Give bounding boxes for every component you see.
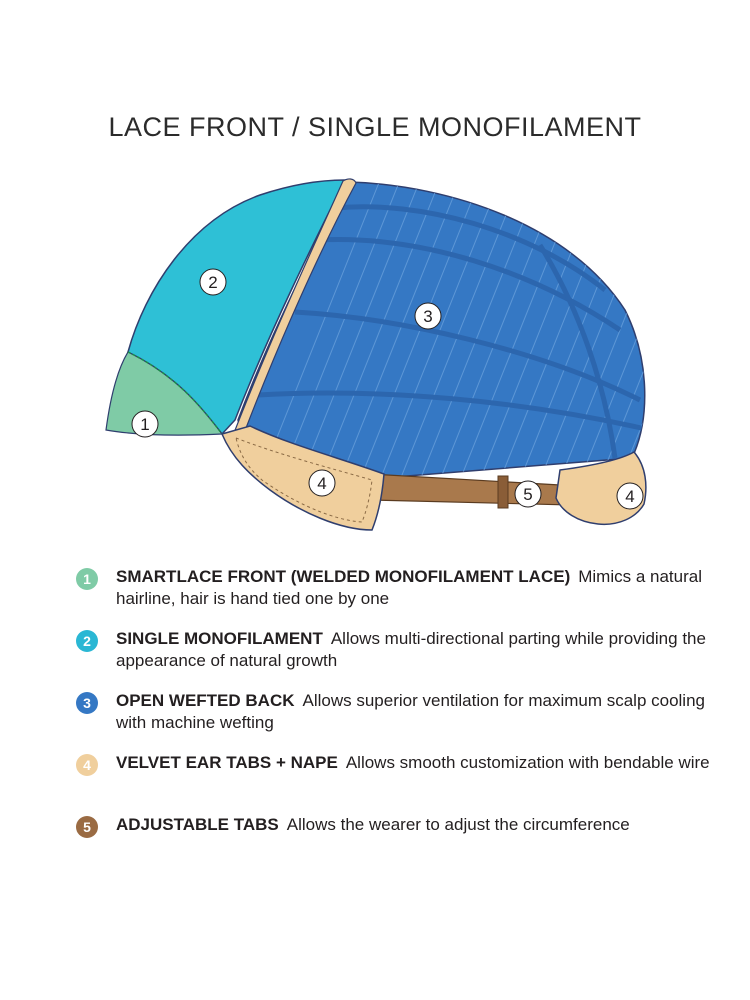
legend-item-open-wefted-back	[76, 690, 716, 752]
legend-item-description: Allows smooth customization with bendable wire	[345, 753, 710, 772]
legend-item-description: Mimics a natural hairline, hair is hand tied one by one	[116, 567, 702, 608]
legend-badge: 2	[76, 630, 98, 652]
legend-badge: 1	[76, 568, 98, 590]
legend-item-adjustable-tabs	[76, 814, 716, 876]
legend-item-title: ADJUSTABLE TABS	[116, 815, 279, 834]
legend-item-title: SINGLE MONOFILAMENT	[116, 629, 323, 648]
legend-item-description: Allows the wearer to adjust the circumference	[286, 815, 630, 834]
legend-item-smartlace-front	[76, 566, 716, 628]
legend-item-title: VELVET EAR TABS + NAPE	[116, 753, 338, 772]
feature-legend	[76, 566, 716, 876]
callout-1	[132, 411, 158, 437]
callout-4-nape	[617, 483, 643, 509]
strap-buckle	[498, 476, 508, 508]
legend-item-text	[116, 628, 716, 672]
legend-item-text	[116, 814, 716, 836]
callout-4-ear-tab	[309, 470, 335, 496]
legend-item-text	[116, 752, 716, 774]
callout-2	[200, 269, 226, 295]
svg-text:4: 4	[625, 487, 635, 506]
legend-item-description: Allows multi-directional parting while providing the appearance of natural growth	[116, 629, 706, 670]
svg-text:4: 4	[317, 474, 327, 493]
svg-text:1: 1	[140, 415, 150, 434]
legend-item-text	[116, 566, 716, 610]
legend-item-title: SMARTLACE FRONT (WELDED MONOFILAMENT LACE)	[116, 567, 571, 586]
legend-item-title: OPEN WEFTED BACK	[116, 691, 295, 710]
callout-3	[415, 303, 441, 329]
legend-badge: 3	[76, 692, 98, 714]
page-title: LACE FRONT / SINGLE MONOFILAMENT	[108, 112, 642, 142]
svg-text:2: 2	[208, 273, 218, 292]
legend-item-text	[116, 690, 716, 734]
legend-badge: 4	[76, 754, 98, 776]
svg-text:3: 3	[423, 307, 433, 326]
svg-text:5: 5	[523, 485, 533, 504]
callout-5	[515, 481, 541, 507]
legend-item-velvet-ear-tabs	[76, 752, 716, 814]
legend-item-description: Allows superior ventilation for maximum scalp cooling with machine wefting	[116, 691, 705, 732]
legend-item-single-monofilament	[76, 628, 716, 690]
legend-badge: 5	[76, 816, 98, 838]
